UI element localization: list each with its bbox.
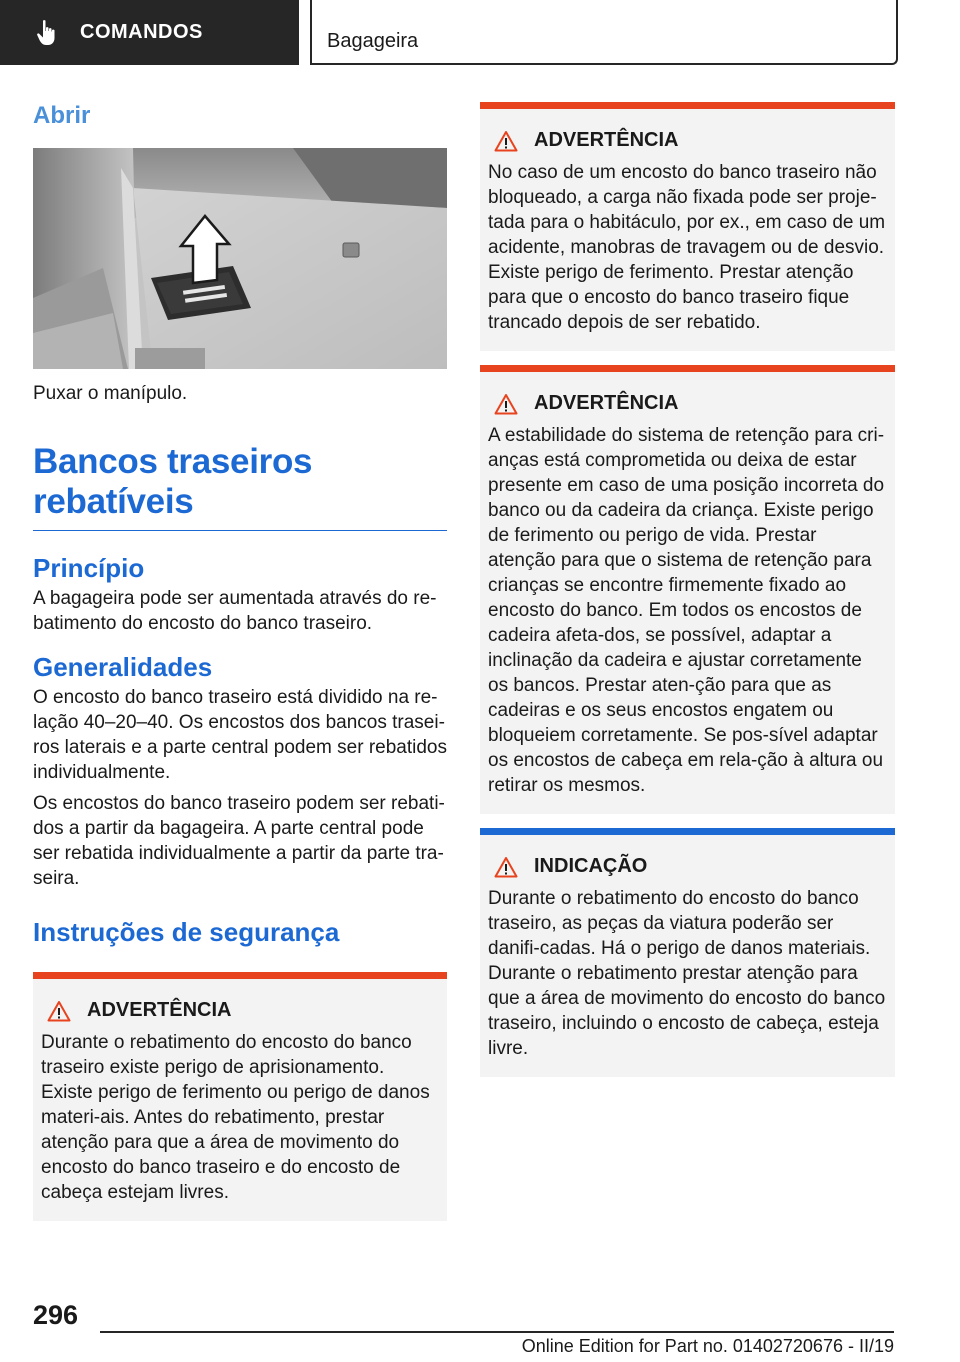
main-heading: Bancos traseiros rebatíveis xyxy=(33,442,447,531)
general-heading: Generalidades xyxy=(33,652,213,682)
warning-box xyxy=(480,102,895,351)
principle-heading: Princípio xyxy=(33,553,145,583)
section-tab xyxy=(0,0,299,65)
warning-triangle-icon xyxy=(47,1000,71,1022)
trunk-handle-photo xyxy=(33,148,447,369)
general-paragraph-1: O encosto do banco traseiro está dividido na re-lação 40–20–40. Os encostos dos bancos trasei-ros laterais e a parte central podem ser rebatidos individualmente. xyxy=(33,687,447,783)
open-heading: Abrir xyxy=(33,102,91,129)
photo-caption: Puxar o manípulo. xyxy=(33,383,188,404)
general-paragraph-2: Os encostos do banco traseiro podem ser rebati-dos a partir da bagageira. A parte central pode ser rebatida individualmente a partir da parte tra-seira. xyxy=(33,793,445,889)
edition-label: Online Edition for Part no. 01402720676 - II/19 xyxy=(521,1336,894,1356)
warning-box xyxy=(480,365,895,814)
warning-triangle-icon xyxy=(494,130,518,152)
warning-triangle-icon xyxy=(494,856,518,878)
warning-box xyxy=(33,972,447,1221)
warning-text: Durante o rebatimento do encosto do banco traseiro existe perigo de aprisionamento. Existe perigo de ferimento ou perigo de danos materi-ais. Antes do rebatimento, prestar atenção para que a área de movimento do encosto do banco traseiro e do encosto de cabeça estejam livres. xyxy=(41,1032,430,1203)
right-column xyxy=(480,102,895,1077)
warning-text: A estabilidade do sistema de retenção para cri-anças está comprometida ou deixa de estar presente em caso de uma posição incorreta do banco ou da cadeira da criança. Existe perigo de ferimento ou perigo de vida. Prestar atenção para que o sistema de retenção para crianças se encontre firmemente fixado ao encosto do banco. Em todos os encostos de cadeira afeta-dos, se possível, adaptar a inclinação da cadeira e ajustar corretamente os bancos. Prestar aten-ção para que as cadeiras e os seus encostos engatem ou bloqueiem corretamente. Se pos-sível adaptar os encostos de cabeça em rela-ção à altura ou retirar os mesmos. xyxy=(488,425,885,796)
breadcrumb-label: Bagageira xyxy=(327,30,419,52)
warning-triangle-icon xyxy=(494,393,518,415)
note-box xyxy=(480,828,895,1077)
section-title: COMANDOS xyxy=(80,21,203,43)
footer-divider xyxy=(100,1331,894,1333)
warning-title: ADVERTÊNCIA xyxy=(534,392,679,414)
note-text: Durante o rebatimento do encosto do banco traseiro, as peças da viatura poderão ser danifi-cadas. Há o perigo de danos materiais. Durante o rebatimento prestar atenção para que a área de movimento do encosto do banco traseiro, incluindo o encosto de cabeça, esteja livre. xyxy=(488,888,886,1059)
principle-text: A bagageira pode ser aumentada através do re-batimento do encosto do banco traseiro. xyxy=(33,588,437,634)
warning-title: ADVERTÊNCIA xyxy=(534,129,679,151)
page-number: 296 xyxy=(33,1300,79,1330)
left-column xyxy=(33,100,447,1221)
safety-heading: Instruções de segurança xyxy=(33,917,340,947)
hand-pointer-icon xyxy=(34,18,64,48)
warning-text: No caso de um encosto do banco traseiro não bloqueado, a carga não fixada pode ser proje-tada para o habitáculo, por ex., em caso de um acidente, manobras de travagem ou de desvio. Existe perigo de ferimento. Prestar atenção para que o encosto do banco traseiro fique trancado depois de ser rebatido. xyxy=(488,162,886,333)
note-title: INDICAÇÃO xyxy=(534,855,648,877)
breadcrumb xyxy=(310,0,898,65)
warning-title: ADVERTÊNCIA xyxy=(87,999,232,1021)
